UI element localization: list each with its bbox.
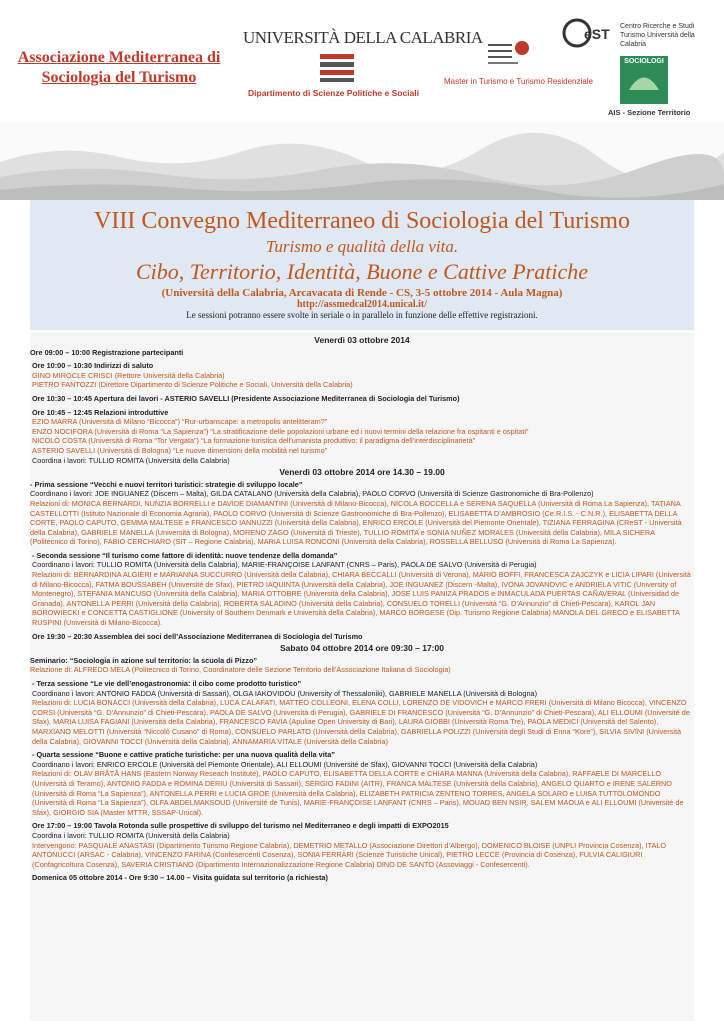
ais-label: AIS - Sezione Territorio: [608, 108, 691, 117]
seminar-title: Seminario: “Sociologia in azione sul territorio: la scuola di Pizzo”: [30, 655, 258, 665]
conference-title: VIII Convegno Mediterraneo di Sociologia del Turismo: [94, 208, 630, 234]
intro-talks-title: Ore 10:45 – 12:45 Relazioni introduttive: [32, 407, 169, 417]
greeting-speaker: PIETRO FANTOZZI (Direttore Dipartimento di Scienze Politiche e Sociali, Università della Calabria): [32, 380, 353, 390]
conference-theme: Cibo, Territorio, Identità, Buone e Cattive Pratiche: [136, 259, 588, 284]
day1-heading: Venerdì 03 ottobre 2014: [314, 335, 410, 345]
day1pm-heading: Venerdì 03 ottobre 2014 ore 14.30 – 19.00: [279, 467, 445, 478]
crest-text: Centro Ricerche e Studi Turismo Università della Calabria: [620, 23, 695, 48]
conference-venue: (Università della Calabria, Arcavacata di Rende - CS, 3-5 ottobre 2014 - Aula Magna): [161, 287, 563, 299]
conference-subtitle: Turismo e qualità della vita.: [265, 237, 459, 256]
sociologi-logo: [620, 56, 668, 104]
landscape-image: [0, 122, 724, 200]
session-title: - Quarta sessione “Buone e cattive pratiche turistiche: per una nuova qualità della vita”: [32, 750, 335, 760]
header: [0, 0, 724, 200]
session-coordinators: Coordinano i lavori: ANTONIO FADDA (Università di Sassari), OLGA IAKOVIDOU (University of Thessaloniki), GABRIELE MANELLA (Università di Bologna): [32, 688, 538, 698]
conference-url[interactable]: http://assmedcal2014.unical.it/: [296, 299, 427, 310]
opening: Ore 10:30 – 10:45 Apertura dei lavori - ASTERIO SAVELLI (Presidente Associazione Mediterranea di Sociologia del Turismo): [32, 393, 460, 403]
day2-heading: Sabato 04 ottobre 2014 ore 09:30 – 17:00: [280, 643, 444, 654]
department-name: Dipartimento di Scienze Politiche e Sociali: [248, 88, 419, 98]
university-name: UNIVERSITÀ DELLA CALABRIA: [243, 28, 483, 47]
crest-logo: [562, 18, 614, 48]
intro-talk: NICOLÒ COSTA (Università di Roma “Tor Vergata”) “La formazione turistica dell’umanista produttivo: il paradigma dell’interdisciplinarietà”: [32, 436, 476, 446]
roundtable-title: Ore 17:00 – 19:00 Tavola Rotonda sulle prospettive di sviluppo del turismo nel Mediterraneo e degli impatti di EXPO2015: [32, 821, 449, 831]
session-speakers: Relazioni di: MONICA BERNARDI, NUNZIA BORRELLI e DAVIDE DIAMANTINI (Università di Milano-Bicocca), NICOLA BOCCELLA e SERENA SAQUELLA (Università di Roma La Sapienza), TATIANA CASTELLOTTI (Istituto Nazionale di Economia Agraria), PAOLO CORVO (Università di Scienze Gastronomiche di Bra-Pollenzo), ELISABETTA D’AMBROSIO (Ce.R.I.S. - C.N.R.), ELISABETTA DELLA CORTE, PAOLO CAPUTO, GEMMA MALTESE e FRANCESCO IANNUZZI (Università della Calabria), ENRICO ERCOLE (Università del Piemonte Orientale), TIZIANA FERRAGINA (CReST - Università della Calabria), GABRIELE MANELLA (Università di Bologna), MORENO ZAGO (Università di Trieste), TULLIO ROMITA e SONIA NUÑEZ MORALES (Università della Calabria), MILA SICHERA (Politecnico di Torino), FABIO CERCHIARO (SIT – Regione Calabria), MARIA LUISA RONCONI (Università della Calabria), ROSSELLA BELLUSO (Università di Roma La Sapienza).: [30, 498, 682, 547]
guided-visit: Domenica 05 ottobre 2014 - Ore 9:30 – 14.00 – Visita guidata sul territorio (a richiesta): [32, 873, 328, 883]
sociologi-label: SOCIOLOGI: [624, 58, 664, 65]
session-note: Le sessioni potranno essere svolte in seriale o in parallelo in funzione delle effettive registrazioni.: [186, 310, 538, 320]
session-title: - Prima sessione “Vecchi e nuovi territori turistici: strategie di sviluppo locale”: [30, 479, 303, 489]
greetings-title: Ore 10:00 – 10:30 Indirizzi di saluto: [32, 361, 154, 371]
roundtable-coordinator: Coordina i lavori: TULLIO ROMITA (Università della Calabria): [32, 830, 230, 840]
master-name: Master in Turismo e Turismo Residenziale: [444, 77, 593, 86]
registration: Ore 09:00 – 10:00 Registrazione partecipanti: [30, 347, 184, 357]
leaf-icon: [624, 65, 664, 95]
session-coordinators: Coordinano i lavori: JOE INGUANEZ (Discern – Malta), GILDA CATALANO (Università della Calabria), PAOLO CORVO (Università di Scienze Gastronomiche di Bra-Pollenzo): [30, 489, 594, 499]
association-name: Associazione Mediterranea di Sociologia del Turismo: [17, 49, 221, 86]
session-coordinators: Coordinano i lavori: TULLIO ROMITA (Università della Calabria), MARIE-FRANÇOISE LANFANT (CNRS – Paris), PAOLA DE SALVO (Università di Perugia): [32, 560, 537, 570]
seminar-speaker: Relazione di: ALFREDO MELA (Politecnico di Torino, Coordinatore delle Sezione Territorio dell’Associazione Italiana di Sociologia): [30, 665, 451, 675]
session-speakers: Relazioni di: BERNARDINA ALGIERI e MARIANNA SUCCURRO (Università della Calabria), CHIARA BECCALLI (Università di Verona), MARIO BOFFI, FRANCESCA ZAJCZYK e LICIA LIPARI (Università di Milano-Bicocca), FATMA BOUSSABEH (Université de Sfax), PIETRO IAQUINTA (Università della Calabria), JOE INGUANEZ (Discern -Malta), IVONA JOVANOVIC e ANDRIELA VITIC (University of Montenegro), STEFANIA MANCUSO (Università della Calabria), MARIA OTTOBRE (Università della Calabria), JOSE LUIS PANIZA PRADOS e INMACULADA PUERTAS CAÑAVERAL (Universidad de Granada), ANTONELLA PERRI (Università della Calabria), ROBERTA SALADINO (Università della Calabria), CONSUELO TORELLI (Università “G. D’Annunzio” di Chieti-Pescara), KAROL JAN BOROWIECKI e CONCETTA CASTIGLIONE (University of Southern Denmark e Università della Calabria), MARCO BORGESE (Dip. Turismo Regione Calabria) MANOLA DEL GRECO e ELISABETTA RUSPINI (Università di Milano-Bicocca).: [32, 570, 691, 628]
coordinator: Coordina i lavori: TULLIO ROMITA (Università della Calabria): [32, 455, 230, 465]
intro-talk: ENZO NOCIFORA (Università di Roma “La Sapienza”) “La stratificazione delle popolazioni urbane ed i nuovi termini della relazione fra ospitanti e ospitati”: [32, 426, 529, 436]
session-speakers: Relazioni di: OLAV BRÅTÅ HANS (Eastern Norway Reseach Institute), PAOLO CAPUTO, ELISABETTA DELLA CORTE e CHIARA MANNA (Università della Calabria), RAFFAELE DI MARCELLO (Università di Teramo), ANTONIO FADDA e ROMINA DERIU (Università di Sassari), SERGIO FADINI (AITR), FRANCA MALTESE (Università della Calabria), ANGELO QUARTO e IRENE SALERNO (Università di Roma “La Sapienza”), ANTONELLA PERRI e LUCIA GROE (Università della Calabria), ELIZABETH PATRICIA ZENTENO TORRES, ANGELA SOLARO e LUISA TUTTOLOMONDO (Università di Roma “La Sapienza”), OLFA ABDELMAKSOUD (Université de Tunis), MARIE-FRANÇOISE LANFANT (CNRS – Paris), MOUAD BEN NSIR, SALEM MAOUA e ALI ELLOUMI (Université de Sfax), GIORGIO SIA (Master MTTR, SSSAP-Unical).: [32, 769, 684, 817]
intro-talk: ASTERIO SAVELLI (Università di Bologna) “Le nuove dimensioni della mobilità nel turismo”: [32, 445, 328, 455]
session-coordinators: Coordinano i lavori: ENRICO ERCOLE (Università del Piemonte Orientale), ALI ELLOUMI (Université de Sfax), GIOVANNI TOCCI (Università della Calabria): [32, 759, 538, 769]
session-speakers: Relazioni di: LUCIA BONACCI (Università della Calabria), LUCA CALAFATI, MATTEO COLLEONI, ELENA COLLI, LORENZO DE VIDOVICH e MARCO FRERI (Università di Milano Bicocca), VINCENZO CORSI (Università “G. D’Annunzio” di Chieti-Pescara), PAOLA DE SALVO (Università di Perugia), GABRIELE DI FRANCESCO (Università “G. D’Annunzio” di Chieti-Pescara), ALI ELLOUMI (Université de Sfax), MARIA LUISA FAGIANI (Università della Calabria), FRANCESCO FAVIA (Apuliae Open University di Bari), LAURA GIOBBI (Università Roma Tre), PAOLA MEDICI (Università del Salento), MARXIANO MELOTTI (Università “Niccolò Cusano” di Roma), CONSUELO PARLATO (Università della Calabria), GABRIELLA POLIZZI (Università degli Studi di Enna “Kore”), SILVIA SIVINI (Università della Calabria), GIOVANNI TOCCI (Università della Calabria), ANNAMARIA VITALE (Università della Calabria): [32, 698, 690, 746]
assembly: Ore 19:30 – 20:30 Assemblea dei soci dell’Associazione Mediterranea di Sociologia del Turismo: [32, 631, 363, 641]
svg-text:eST: eST: [584, 26, 610, 42]
intro-talk: EZIO MARRA (Università di Milano “Bicocca”) “Rur-urbanscape: a metropolis antelitteram?”: [32, 417, 328, 427]
program: [30, 333, 694, 1021]
university-logo: [320, 52, 354, 82]
school-logo: [486, 38, 532, 76]
roundtable-speakers: Intervengono: PASQUALE ANASTASI (Dipartimento Turismo Regione Calabria), DEMETRIO METALLO (Associazione Direttori d’Albergo), DOMENICO BLOISE (UNPLI Provincia Cosenza), ITALO ANTONUCCI (ARSAC - Calabria), VINCENZO FARINA (Confesercenti Cosenza), SONIA FERRARI (Scienze Turistiche Unical), PIETRO LECCE (Provincia di Cosenza), FULVIA CALIGIURI (Confagricoltura Cosenza), SAVERIA CRISTIANO (Dipartimento Internazionalizzazione Regione Calabria) DINO DE SANTO (Assoviaggi - Confesercenti).: [32, 840, 667, 869]
title-band: [30, 200, 694, 330]
session-title: - Terza sessione “Le vie dell’enogastronomia: il cibo come prodotto turistico”: [32, 679, 302, 688]
greeting-speaker: GINO MIROCLE CRISCI (Rettore Università della Calabria): [32, 370, 225, 380]
session-title: - Seconda sessione “Il turismo come fattore di identità: nuove tendenze della domanda”: [32, 550, 338, 560]
